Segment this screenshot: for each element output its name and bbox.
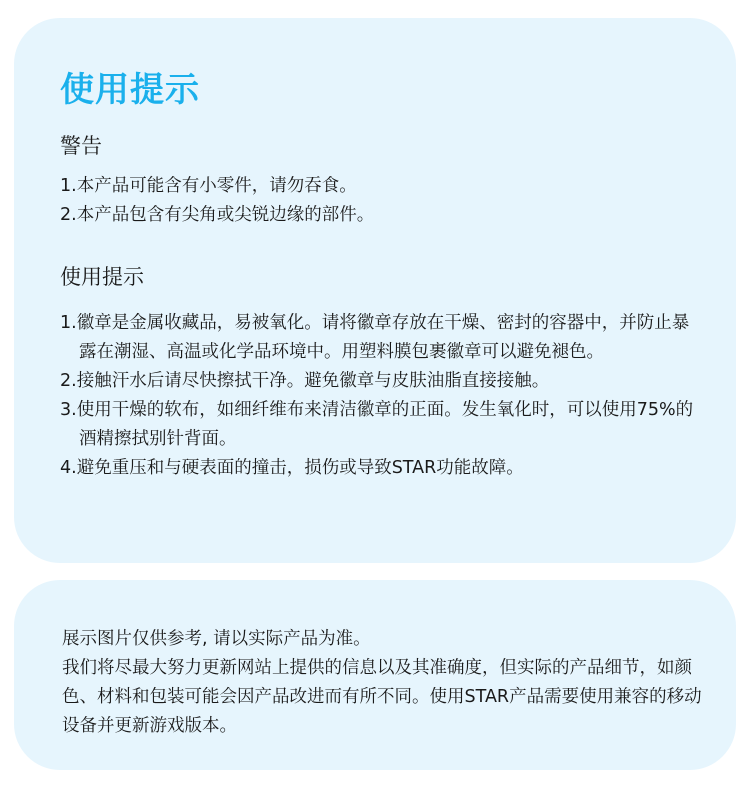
usage-item-1: 1.徽章是金属收藏品，易被氧化。请将徽章存放在干燥、密封的容器中，并防止暴露在潮湿、高温或化学品环境中。用塑料膜包裹徽章可以避免褪色。 [60, 313, 690, 362]
disclaimer-paragraph: 我们将尽最大努力更新网站上提供的信息以及其准确度，但实际的产品细节，如颜色、材料和包装可能会因产品改进而有所不同。使用STAR产品需要使用兼容的移动设备并更新游戏版本。 [62, 658, 702, 736]
usage-item-4: 4.避免重压和与硬表面的撞击，损伤或导致STAR功能故障。 [60, 458, 524, 478]
usage-tips-card [14, 18, 736, 563]
warning-heading: 警告 [60, 134, 102, 158]
page-title: 使用提示 [60, 70, 200, 110]
warning-item-2: 2.本产品包含有尖角或尖锐边缘的部件。 [60, 205, 375, 225]
usage-list [60, 309, 736, 483]
usage-heading: 使用提示 [60, 265, 144, 289]
disclaimer-card [14, 580, 736, 770]
warning-item-1: 1.本产品可能含有小零件，请勿吞食。 [60, 176, 357, 196]
warning-list [60, 172, 736, 230]
usage-item-2: 2.接触汗水后请尽快擦拭干净。避免徽章与皮肤油脂直接接触。 [60, 371, 550, 391]
disclaimer-line: 展示图片仅供参考, 请以实际产品为准。 [62, 629, 371, 649]
usage-item-3: 3.使用干燥的软布，如细纤维布来清洁徽章的正面。发生氧化时，可以使用75%的酒精擦拭别针背面。 [60, 400, 694, 449]
